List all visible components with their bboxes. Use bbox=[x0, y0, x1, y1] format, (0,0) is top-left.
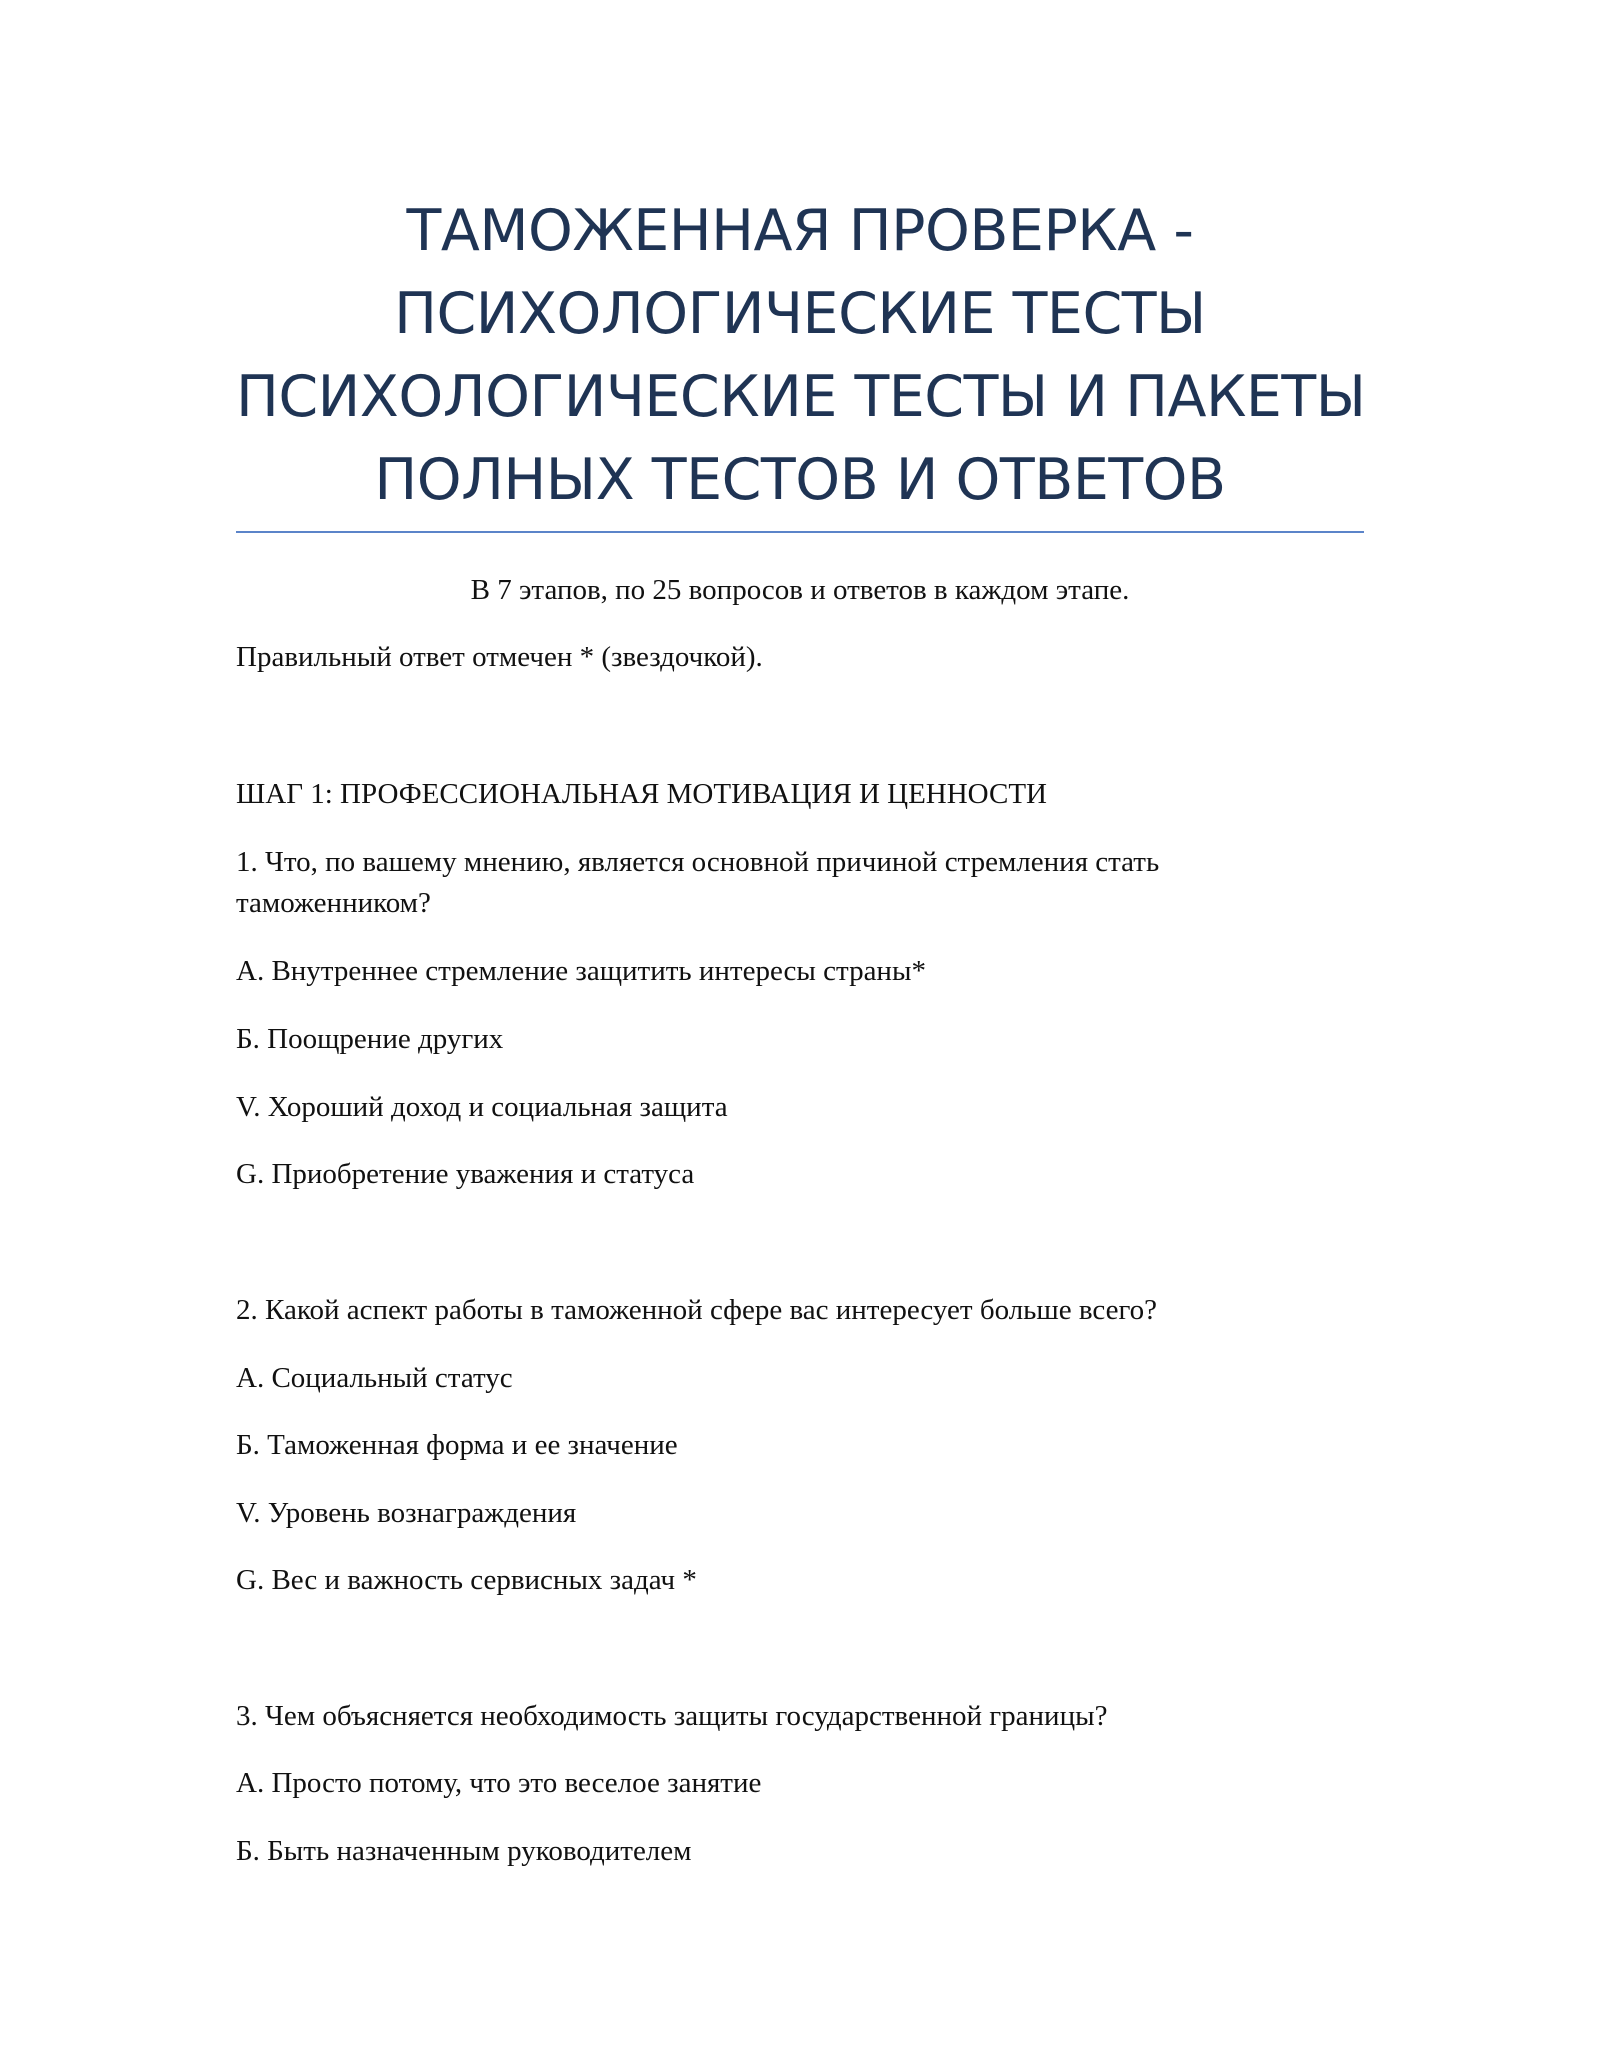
title-line: ПСИХОЛОГИЧЕСКИЕ ТЕСТЫ И ПАКЕТЫ bbox=[236, 364, 1366, 430]
section-heading: ШАГ 1: ПРОФЕССИОНАЛЬНАЯ МОТИВАЦИЯ И ЦЕННОСТИ bbox=[236, 778, 1047, 810]
answer-option: Б. Таможенная форма и ее значение bbox=[236, 1429, 678, 1461]
title-divider bbox=[236, 531, 1364, 533]
answer-option: A. Социальный статус bbox=[236, 1362, 513, 1394]
question-1-text bbox=[236, 842, 1364, 924]
question-3-text: 3. Чем объясняется необходимость защиты государственной границы? bbox=[236, 1700, 1108, 1732]
answer-option: G. Приобретение уважения и статуса bbox=[236, 1158, 695, 1190]
answer-option: A. Просто потому, что это веселое занятие bbox=[236, 1767, 762, 1799]
question-line: 1. Что, по вашему мнению, является основной причиной стремления стать bbox=[236, 846, 1160, 878]
title-line: ПОЛНЫХ ТЕСТОВ И ОТВЕТОВ bbox=[374, 447, 1226, 513]
answer-option: A. Внутреннее стремление защитить интересы страны* bbox=[236, 955, 926, 987]
stages-description: В 7 этапов, по 25 вопросов и ответов в каждом этапе. bbox=[470, 574, 1130, 606]
title-line: ТАМОЖЕННАЯ ПРОВЕРКА - bbox=[406, 198, 1194, 264]
answer-option: V. Хороший доход и социальная защита bbox=[236, 1091, 728, 1123]
title-line: ПСИХОЛОГИЧЕСКИЕ ТЕСТЫ bbox=[394, 281, 1206, 347]
question-2-text: 2. Какой аспект работы в таможенной сфере вас интересует больше всего? bbox=[236, 1294, 1158, 1326]
answer-option: Б. Быть назначенным руководителем bbox=[236, 1835, 692, 1867]
answer-option: V. Уровень вознаграждения bbox=[236, 1497, 577, 1529]
answer-option: G. Вес и важность сервисных задач * bbox=[236, 1564, 697, 1596]
question-line: таможенником? bbox=[236, 887, 431, 919]
document-title bbox=[236, 190, 1364, 522]
answer-option: Б. Поощрение других bbox=[236, 1023, 504, 1055]
answer-note: Правильный ответ отмечен * (звездочкой). bbox=[236, 641, 763, 673]
